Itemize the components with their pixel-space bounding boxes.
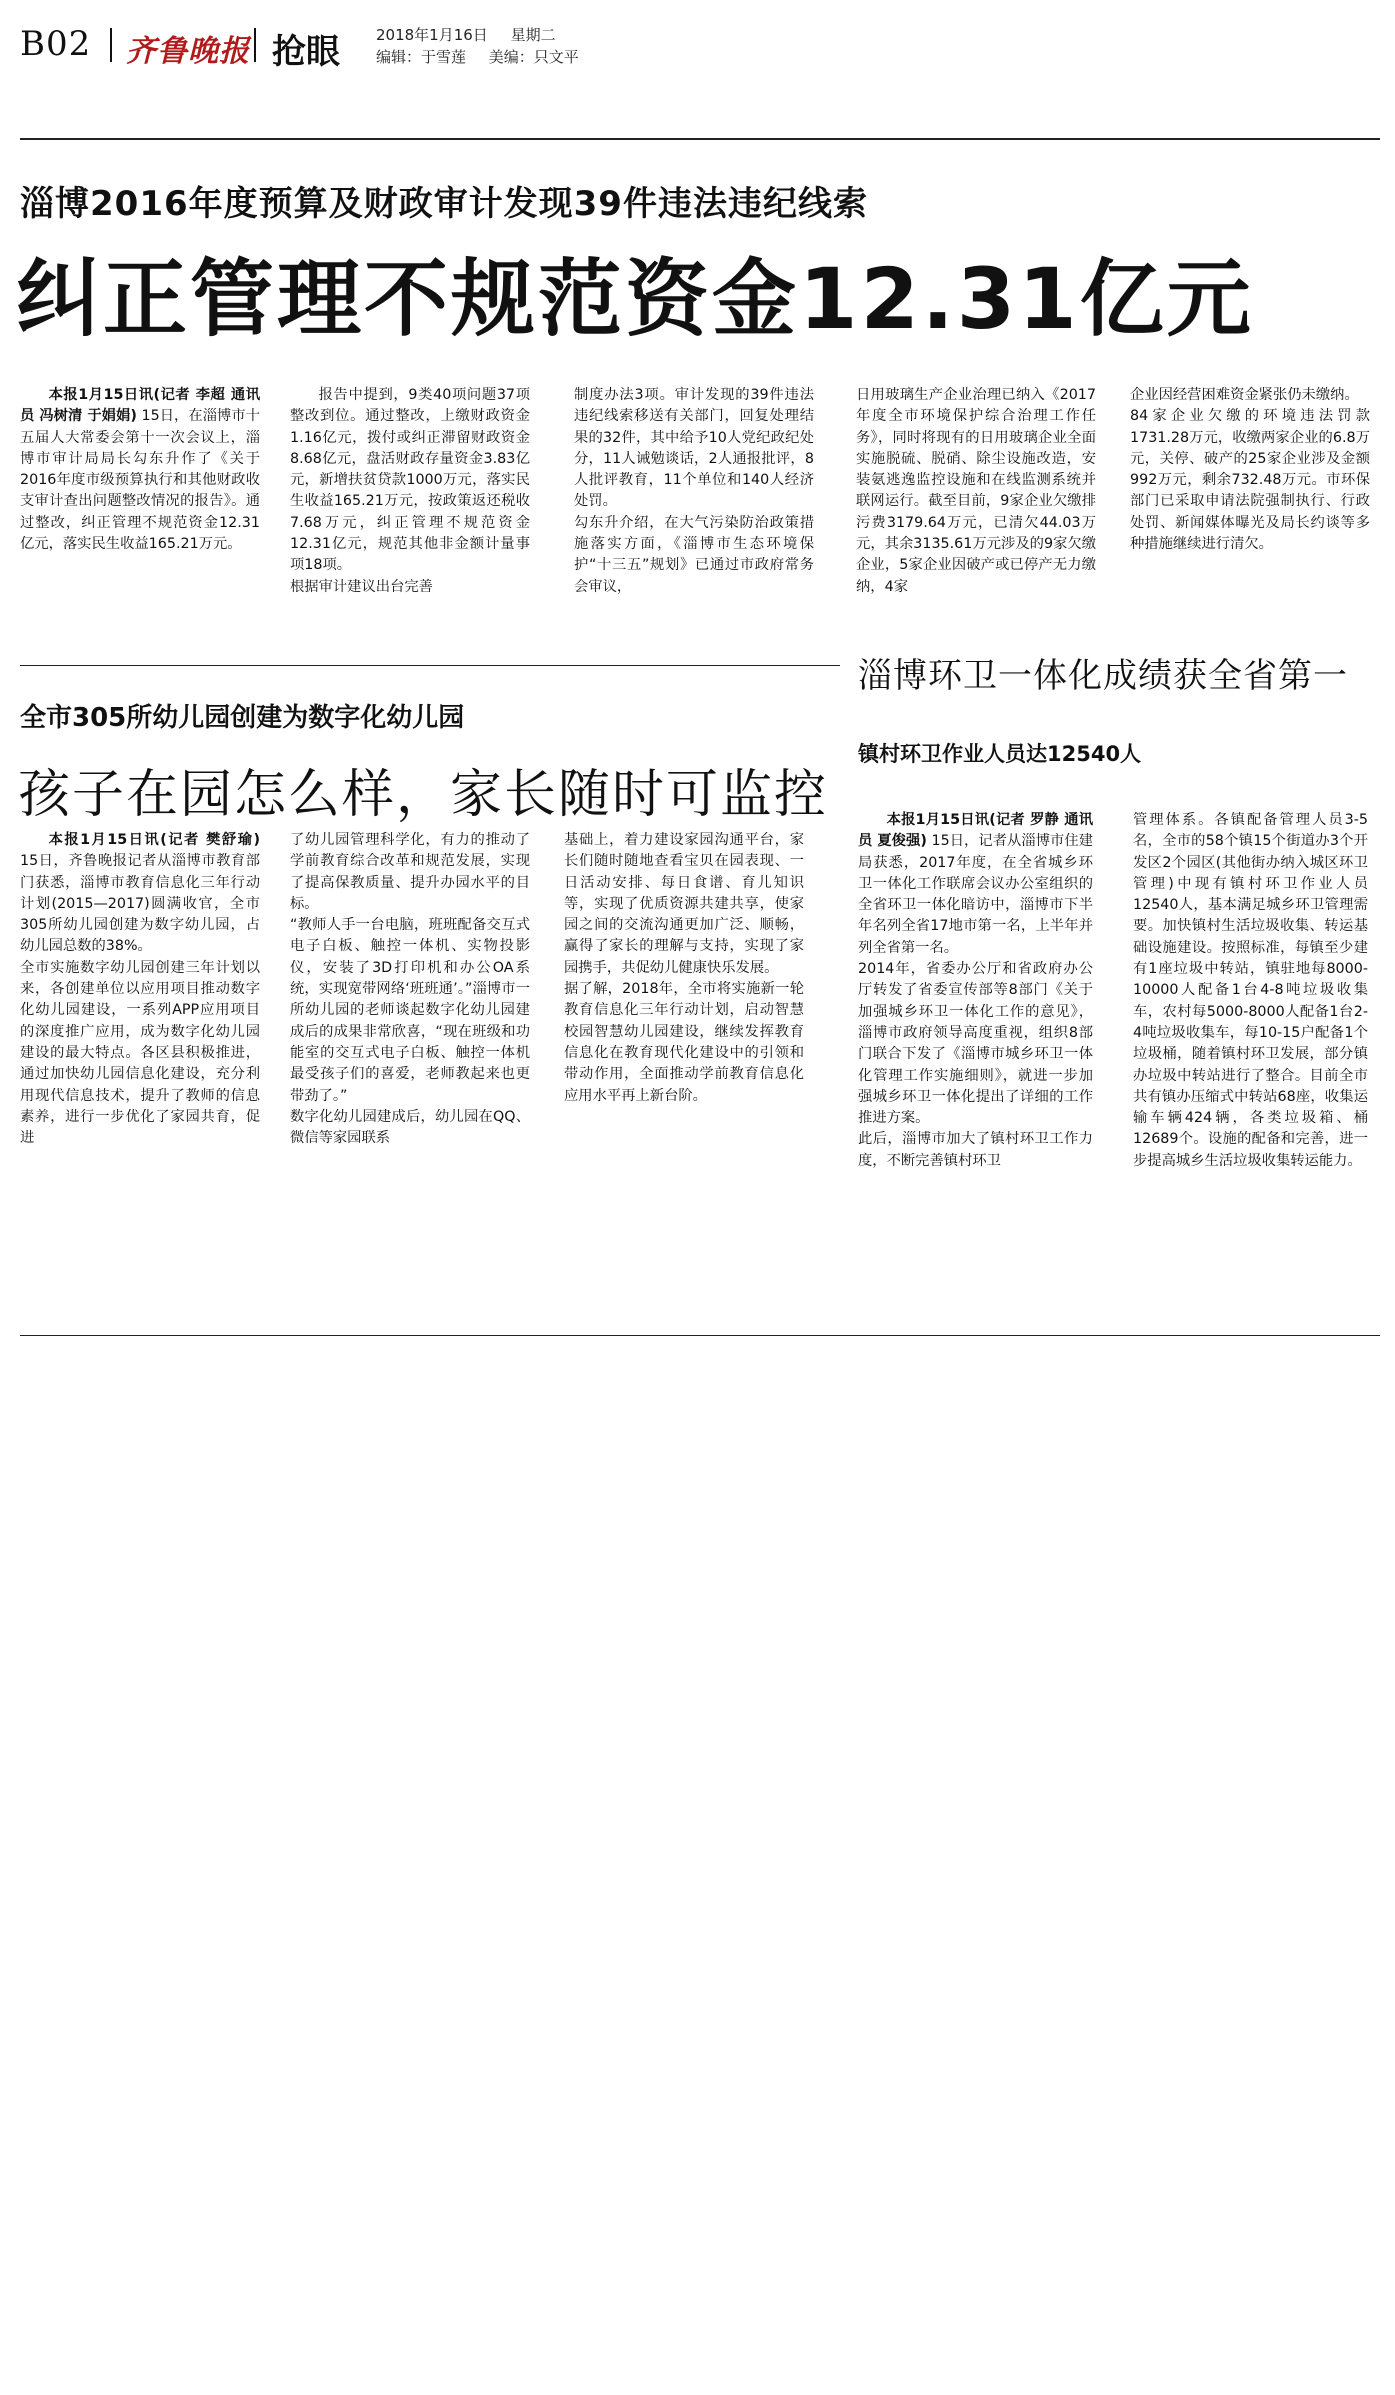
story1-headline: 纠正管理不规范资金12.31亿元 [16, 250, 1254, 348]
masthead-rule [20, 138, 1380, 140]
editor-credit: 编辑：于雪莲 [376, 48, 467, 66]
story3-column [1133, 810, 1368, 1315]
story2-headline: 孩子在园怎么样，家长随时可监控 [18, 765, 829, 825]
story3-subhead: 镇村环卫作业人员达12540人 [858, 742, 1142, 766]
story3-column-text: 管理体系。各镇配备管理人员3-5名，全市的58个镇15个街道办3个开发区2个园区(其他街办纳入城区环卫管理)中现有镇村环卫作业人员12540人，基本满足城乡环卫管理需要。加快镇村生活垃圾收集、转运基础设施建设。按照标准，每镇至少建有1座垃圾中转站，镇驻地每8000-10000人配备1台4-8吨垃圾收集车，农村每5000-8000人配备1台2-4吨垃圾收集车，每10-15户配备1个垃圾桶，随着镇村环卫发展，部分镇办垃圾中转站进行了整合。目前全市共有镇办压缩式中转站68座，收集运输车辆424辆，各类垃圾箱、桶12689个。设施的配备和完善，进一步提高城乡生活垃圾收集转运能力。 [1133, 812, 1368, 1169]
story1-column [856, 385, 1096, 645]
story1-column-text: 报告中提到，9类40项问题37项整改到位。通过整改，上缴财政资金1.16亿元，拨付或纠正滞留财政资金8.68亿元，盘活财政存量资金3.83亿元，新增扶贫贷款1000万元，落实民生收益165.21万元，按政策返还税收7.68万元，纠正管理不规范资金12.31亿元，规范其他非金额计量事项18项。 根据审计建议出台完善 [290, 387, 530, 595]
story2-kicker: 全市305所幼儿园创建为数字化幼儿园 [20, 703, 465, 733]
staff-line [376, 46, 597, 67]
story1-column-text: 日用玻璃生产企业治理已纳入《2017年度全市环境保护综合治理工作任务》，同时将现有的日用玻璃企业全面实施脱硫、脱硝、除尘设施改造，安装氨逃逸监控设施和在线监测系统并联网运行。截至目前，9家企业欠缴排污费3179.64万元，已清欠44.03万元，其余3135.61万元涉及的9家欠缴企业，5家企业因破产或已停产无力缴纳，4家 [856, 387, 1096, 595]
story1-kicker: 淄博2016年度预算及财政审计发现39件违法违纪线索 [20, 184, 868, 224]
issue-date: 2018年1月16日 [376, 26, 488, 44]
story1-column-text: 制度办法3项。审计发现的39件违法违纪线索移送有关部门，回复处理结果的32件，其中给予10人党纪政纪处分，11人诫勉谈话，2人通报批评，8人批评教育，11个单位和140人经济处罚。 勾东升介绍，在大气污染防治政策措施落实方面，《淄博市生态环境保护“十三五”规划》已通过市政府常务会审议， [574, 387, 814, 595]
story1-column [290, 385, 530, 645]
story1-column [574, 385, 814, 645]
masthead-divider [254, 28, 256, 62]
story3-headline: 淄博环卫一体化成绩获全省第一 [858, 656, 1348, 696]
masthead-divider [110, 28, 112, 62]
issue-date-line [376, 24, 574, 45]
story1-byline: 本报1月15日讯(记者 李超 通讯员 冯树清 于娟娟) [20, 387, 260, 425]
story1-column [1130, 385, 1370, 645]
masthead [20, 22, 1380, 70]
story2-column [290, 830, 530, 1335]
section-name: 抢眼 [272, 32, 340, 72]
bottom-rule [20, 1335, 1380, 1336]
story2-column-text: 基础上，着力建设家园沟通平台，家长们随时随地查看宝贝在园表现、一日活动安排、每日食谱、育儿知识等，实现了优质资源共建共享，使家园之间的交流沟通更加广泛、顺畅，赢得了家长的理解与支持，实现了家园携手，共促幼儿健康快乐发展。 据了解，2018年，全市将实施新一轮教育信息化三年行动计划，启动智慧校园智慧幼儿园建设，继续发挥教育信息化在教育现代化建设中的引领和带动作用，全面推动学前教育信息化应用水平再上新台阶。 [564, 832, 804, 1104]
story3-column [858, 810, 1093, 1315]
story3-column-text: 15日，记者从淄博市住建局获悉，2017年度，在全省城乡环卫一体化工作联席会议办公室组织的全省环卫一体化暗访中，淄博市下半年名列全省17地市第一名，上半年并列全省第一名。 2014年，省委办公厅和省政府办公厅转发了省委宣传部等8部门《关于加强城乡环卫一体化工作的意见》，淄博市政府领导高度重视，组织8部门联合下发了《淄博市城乡环卫一体化管理工作实施细则》，就进一步加强城乡环卫一体化提出了详细的工作推进方案。 此后，淄博市加大了镇村环卫工作力度，不断完善镇村环卫 [858, 833, 1093, 1169]
designer-credit: 美编：只文平 [488, 48, 579, 66]
story2-column [564, 830, 804, 1335]
story2-column [20, 830, 260, 1335]
story1-column [20, 385, 260, 645]
newspaper-logo: 齐鲁晚报 [126, 34, 250, 69]
story3-byline: 本报1月15日讯(记者 罗静 通讯员 夏俊强) [858, 812, 1093, 850]
story2-byline: 本报1月15日讯(记者 樊舒瑜) [48, 832, 260, 848]
issue-weekday: 星期二 [510, 26, 556, 44]
page-number: B02 [20, 24, 92, 64]
story2-column-text: 了幼儿园管理科学化，有力的推动了学前教育综合改革和规范发展，实现了提高保教质量、提升办园水平的目标。 “教师人手一台电脑，班班配备交互式电子白板、触控一体机、实物投影仪，安装了3D打印机和办公OA系统，实现宽带网络‘班班通’。”淄博市一所幼儿园的老师谈起数字化幼儿园建成后的成果非常欣喜，“现在班级和功能室的交互式电子白板、触控一体机最受孩子们的喜爱，老师教起来也更带劲了。” 数字化幼儿园建成后，幼儿园在QQ、微信等家园联系 [290, 832, 530, 1147]
story2-column-text: 15日，齐鲁晚报记者从淄博市教育部门获悉，淄博市教育信息化三年行动计划(2015—2017)圆满收官，全市305所幼儿园创建为数字幼儿园，占幼儿园总数的38%。 全市实施数字幼儿园创建三年计划以来，各创建单位以应用项目推动数字化幼儿园建设，一系列APP应用项目的深度推广应用，成为数字化幼儿园建设的最大特点。各区县积极推进，通过加快幼儿园信息化建设，充分利用现代信息技术，提升了教师的信息素养，进行一步优化了家园共育，促进 [20, 853, 260, 1147]
story1-column-text: 企业因经营困难资金紧张仍未缴纳。 84家企业欠缴的环境违法罚款1731.28万元，收缴两家企业的6.8万元，关停、破产的25家企业涉及金额992万元，剩余732.48万元。市环保部门已采取申请法院强制执行、行政处罚、新闻媒体曝光及局长约谈等多种措施继续进行清欠。 [1130, 387, 1370, 553]
story1-column-text: 15日，在淄博市十五届人大常委会第十一次会议上，淄博市审计局局长勾东升作了《关于2016年度市级预算执行和其他财政收支审计查出问题整改情况的报告》。通过整改，纠正管理不规范资金12.31亿元，落实民生收益165.21万元。 [20, 408, 260, 553]
story-divider [20, 665, 840, 666]
